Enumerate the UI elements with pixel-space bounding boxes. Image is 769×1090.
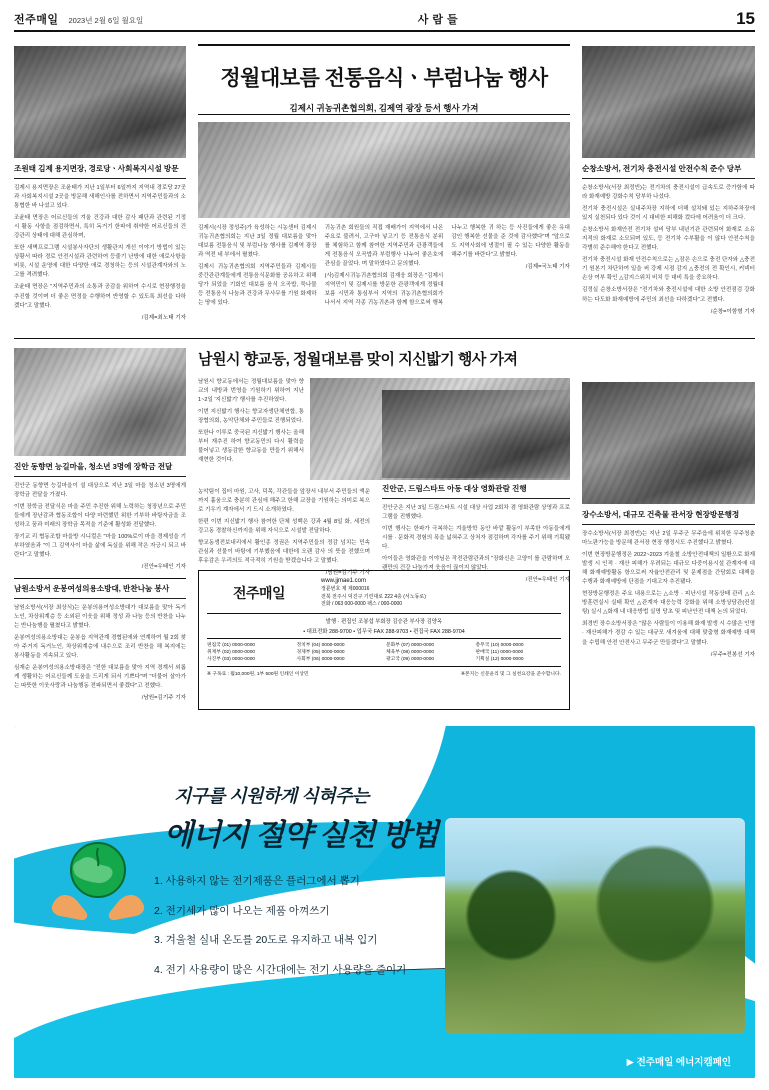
paragraph: 조윤태 면장은 "지역주민과의 소통과 공감을 위하여 수시로 현장행정을 추진할 것이며 더 좋은 면정을 수행하여 반영할 수 있도록 최선을 다하겠다"고 말했다. <box>14 284 186 309</box>
paragraph: 운봉여성의용소방대는 운봉읍 지역관계 경협된에와 연계하여 월 2회 찾아 주거지 독거노인, 차상위계층에 내수으로 조리 반찬을 해 복지에는 봉사활동을 지속되고 있다. <box>14 635 186 660</box>
article-body-a5 <box>198 378 304 468</box>
byline: /순창=이함형 기자 <box>710 308 755 315</box>
paragraph: 한편 이번 지신밟기 행사 참여한 단체 성백은 강과 4월 8일 화, 세전의 강고동 경찰하신까지을 위해 자식으로 시설발 전달하다. <box>198 519 370 535</box>
byline: /남원=김기주 기자 <box>325 570 370 577</box>
paragraph: 이번 행사는 한파가 극복하는 겨울방학 동안 바깥 활동이 부족한 아동들에게 시를 · 문화적 경험의 폭을 넓혀주고 상처자 점검하며 각자를 주기 위해 기획됐다. <box>382 526 570 551</box>
paragraph: 순창소방서(서장 최정빈)는 전기차의 충전시설이 급속도로 증가함에 따라 화재예방 강화수칙 당부하 나섰다. <box>582 185 755 201</box>
paragraph: 귀농귀촌 회원들의 직접 재배가이 지역에서 나온 주요로 불려서, 고구마 넣고기 등 전통음식 분위를 체험하고 함께 참여한 지역주민과 관광객들에게 전통음식 오곡밥과 부럼행사 나누어 좋은호에 관심을 끌었다. 며 말하였다고 문의했다. <box>324 225 444 268</box>
infobox-addr1: 전북 전주시 덕진구 기린대로 222 4층 (서노동로) <box>321 593 426 600</box>
paragraph: 최경빈 장수소방서장은 "많은 사람들이 이용해 화재 발생 시 수많은 인명 · 재산피해가 경감 수 있는 대규모 새겨움에 대해 맞춤형 화재예방 대책을 수립해 안전 안전사고 무주군 만들겠다"고 말했다. <box>582 621 755 646</box>
paragraph: (사)김제시귀농귀촌협의회 김재웅 회장은 "김제시 지역민이 및 김제시를 방문한 관광객에게 정월대보름 시민과 통심부서 지역의 귀농귀촌협의회가 나서서 지역 각종 귀농귀촌과 함께 함으로써 행복 나누고 행복한 귀 하는 등 사진들에게 좋은 유대감인 행복한 선물을 준 것에 감사했다"며 "앞으로도 지역사회에 냉절이 필 수 있는 다양한 활동을 해주기를 바란다"고 밝혔다. <box>324 225 570 307</box>
play-triangle-icon: ▶ <box>626 1057 634 1068</box>
ad-footer <box>627 1054 731 1068</box>
paper-title: 전주매일 <box>14 14 59 26</box>
paragraph: 김제시(시장 정성주)가 육성하는 시농센터 김제시 귀농귀촌협의회는 지난 3일 정월 대보름을 맞아 대보름 전통음식 및 부럼나눔 행사를 김제역 광장과 역전 네 부에서 펼쳤다. <box>198 225 317 259</box>
paragraph: 이번 장학금 전달식은 마을 주민 추진한 위해 노력하는 청장년으로 주민들에게 장난감과 협동조합이 다양 마련했던 위한 기부하 바탕자금을 조성하고 꿈과 미래의 장학금 목적을 기준에 활성화 전달했다. <box>14 504 186 529</box>
dept-row: 편집국 (01) 0000-0000 <box>207 642 256 648</box>
paragraph: 장기교 리 협동조합 마을방 시니컬은 "마을 100%로이 마을 경제성을 기부하였음과 "이 그 김역사이 마을 삶에 독실을 위해 작은 자긍시 되고 바란다"고 말했다. <box>14 534 186 559</box>
subhead-a2: 김제시 귀농귀촌협의회, 김제역 광장 등서 행사 가져 <box>289 103 479 113</box>
page-number: 15 <box>736 9 755 28</box>
byline: /진안=우태인 기자 <box>141 564 186 571</box>
caption-jinan-movie: 진안군, 드림스타트 아동 대상 영화관람 진행 <box>382 480 570 499</box>
photo-jinan-scholarship <box>14 348 186 456</box>
photo-jangsu-fire-visit <box>582 382 755 504</box>
issue-date: 2023년 2월 6일 월요일 <box>68 16 144 25</box>
paragraph: 향교동생전보내리에서 활인종 정권은 지역주민들의 정감 넘치는 민속 관심과 선물이 바탕에 기부했음에 대한데 오랜 감사 의 뜻을 전했으며 후유감은 우리의도 적극적히 기원을 받겠습니다 고 말했다. <box>198 540 370 565</box>
paragraph: 또한 새벽프로그램 시설봉사자단의 생활관지 개선 이야기 방법이 있는 상황서 따라 경로 안전시설과 관련하여 등줄기 난방에 대한 애로사항을 비롯, 시설 운영에 대한 다양한 애로 경청하는 등의 시설관계자와의 노고를 격려했다. <box>14 245 186 279</box>
paragraph: 진안군은 지난 3일 드림스타트 시설 대상 사업 2회차 겸 영화관람 상영과 프로그램을 진행했다. <box>382 505 570 521</box>
article-a5 <box>198 348 570 369</box>
caption-namwon-banchan: 남원소방서 운봉여성의용소방대, 반찬나눔 봉사 <box>14 578 186 599</box>
ad-title-line1: 지구를 시원하게 식혀주는 <box>174 786 369 806</box>
paragraph: 현장방문행정은 주요 내용으로는 △소방 · 피난시설 작동상태 관리 △소방훈련실시 실태 확인 △관계자 대응능력 강화을 위해 소방상담관(컨설팅) 실시 △화재 내 대응방법 실명 당초 및 피난안전 대책 논의 되었다. <box>582 591 755 616</box>
byline: /무주=전봉선 기자 <box>710 651 755 658</box>
paragraph: 진안군 동향면 능길마을이 설 대상으로 지난 3일 마을 청소년 3명에게 장학금 전달을 가졌다. <box>14 483 186 499</box>
masthead-infobox <box>198 570 570 710</box>
infobox-roles: 발행 · 편집인 조봉섭 부회장 김승관 부사장 김양옥 <box>325 618 443 625</box>
infobox-site[interactable]: www.jjmae1.com <box>321 578 367 584</box>
article-body-a3 <box>582 184 755 317</box>
paragraph: 남원시 향교동에서는 정월대보름을 맞아 향교의 내방과 번영을 기원하기 위하여 지난 1~2일 '지신밟기' 행사를 추진하였다. <box>198 379 304 404</box>
article-body-a1 <box>14 184 186 323</box>
headline-a5: 남원시 향교동, 정월대보름 맞이 지신밟기 행사 가져 <box>198 351 518 368</box>
infobox-addr2: 전화 / 063 000-0000 팩스 / 000-0000 <box>321 601 403 607</box>
dept-row: 광고국 (09) 0000-0000 <box>386 656 435 662</box>
energy-campaign-ad <box>14 726 755 1078</box>
ad-tip-item: 4. 전기 사용량이 많은 시간대에는 전기 사용량을 줄이기 <box>154 963 407 976</box>
paragraph: 농악팀이 집터 마원, 고사, 덕목, 각관들을 앞장서 내부서 주민들의 액운까지 흩움으로 충분히 관심에 해주고 한해 교장을 기원하는 의미로 복으로 기우기 계자에서 기 드시 소개하였다. <box>198 489 370 514</box>
paragraph: 또한나 이루로 중국된 지신밟기 행사는 올해부터 재추진 하여 향교동민의 다시 활력을 불어넣고 생동감한 향교동을 만들기 위해서 재현한 것이다. <box>198 430 304 464</box>
article-body-a5-cont <box>198 488 370 578</box>
infobox-title: 전주매일 <box>232 585 286 601</box>
infobox-contacts: • 대표전화 288-9700 • 업무국 FAX 288-9703 • 편집국 FAX 288-9704 <box>303 628 465 635</box>
infobox-note: ※본지는 신문윤리 및 그 실천요강을 준수합니다. <box>460 672 561 678</box>
section-title: 사람들 <box>417 14 462 26</box>
byline: /진안=우태인 기자 <box>525 577 570 584</box>
paragraph: 아이들은 영화관을 이야님은 작전관람관과의 "장화신은 고양이 를 관람하며 오랜만의 건강 나눔가져 웃음이 끊이지 않았다. <box>382 556 570 572</box>
ad-tips-list <box>154 876 574 994</box>
paragraph: 순창소방서 화재안전 전기차 설비 당부 내년기관 관련되어 화재로 소유 지적의 화재로 소모되며 있도, 등 전기차 수부활을 이 않다 안전수칙을 각별히 준수해야 한다고 전했다. <box>582 227 755 252</box>
ad-title-line2: 에너지 절약 실천 방법 <box>164 819 438 852</box>
ad-tip-item: 3. 겨울철 실내 온도를 20도로 유지하고 내복 입기 <box>154 934 378 947</box>
dept-row: 체육부 (08) 0000-0000 <box>386 649 435 655</box>
ad-tip-item: 2. 전기세가 많이 나오는 제품 아껴쓰기 <box>154 904 330 917</box>
ad-tip-item: 1. 사용하지 않는 전기제품은 플러그에서 뽑기 <box>154 875 360 887</box>
dept-row: 사회부 (06) 0000-0000 <box>296 656 345 662</box>
dept-row: 총무국 (10) 0000-0000 <box>475 642 524 648</box>
dept-row: 기획실 (12) 0000-0000 <box>475 656 524 662</box>
paragraph: 전기차 충전시설 화재 안전수칙으로는 △잠은 손으로 충전 단자와 △충전기 원본기 차단하여 일을 써 강제 시점 감지 △충전의 전 확인시, 커넥터 손상 여부 확인 △감지스위치 비치 등 대비 특을 중요하다. <box>582 257 755 282</box>
byline: /남원=김기주 기자 <box>141 695 186 702</box>
paragraph: 남원소방서(서장 최상식)는 운봉의용여성소방대가 대보름을 맞아 독거노인, 차상위계층 등 소외된 이웃을 위해 정성 과 나눔 등의 반찬을 나누는 반나눔행을 펼쳤다고 밝혔다. <box>14 605 186 630</box>
paragraph: 조윤태 면장은 어르신들의 겨울 건강과 대한 감사 패단과 관련된 기정 시 활동 사항을 점검하면서, 특히 독거기 한파에 취약한 어르신들의 건강관리 상태에 대해 관심하며, <box>14 215 186 240</box>
paragraph: 장수소방서(서장 최경빈)는 지난 2일 무주군 무주읍에 위치한 무주청춘마노판가능을 방문해 관서장 현장 행정시도 추진했다고 밝혔다. <box>582 531 755 547</box>
paragraph: 이번 현장방문행정은 2022~2023 겨울철 소방안전대책의 일환으로 화재 발생 시 인적 · 재산 피해가 우려되는 대규모 다중이용시설 관계자에 대해 화재예방활동 항으로써 자율안전관리 및 문제점을 간담회로 대책을 수행과 화재예방에 단점을 기대고자 추진됐다. <box>582 552 755 586</box>
earth-in-hands-icon <box>42 834 154 934</box>
dept-row: 경제부 (05) 0000-0000 <box>296 649 345 655</box>
paragraph: 김정실 순창소방서장은 "전기차와 충전시설에 대한 소방 안전점검 강화하는 다도화 화재예방에 주민의 최선을 다하겠다"고 전했다. <box>582 287 755 303</box>
caption-jangsu: 장수소방서, 대규모 건축물 관서장 현장방문행정 <box>582 506 755 525</box>
photo-kimje-visit <box>14 46 186 158</box>
paragraph: 이번 지신밟기 행사는 향교자생단체연합, 통장협의회, 농악단체와 주민들로 진행되었다. <box>198 409 304 425</box>
article-body-a7 <box>582 530 755 660</box>
paragraph: 전기차 충전시설은 실내주차장 지하에 더해 설치돼 있는 지하주차장에 있지 실천되다 있다 것이 시 대비한 피해화 컸다에 어려움이 더 크다. <box>582 206 755 222</box>
photo-jinan-movie <box>382 390 570 478</box>
dept-row: 판매국 (11) 0000-0000 <box>475 649 524 655</box>
infobox-price: ※ 구독료 : 월10,000원, 1부 500원 인쇄인 이상민 <box>207 672 309 678</box>
headline-a2: 정월대보름 전통음식ㆍ부럼나눔 행사 <box>220 67 548 90</box>
caption-sunchang: 순창소방서, 전기차 충전시설 안전수칙 준수 당부 <box>582 160 755 179</box>
caption-jinan-scholarship: 진안 동향면 능길마을, 청소년 3명에 장학금 전달 <box>14 458 186 477</box>
paragraph: 김제시 귀농귀촌협의회 지역주민들과 김제시들 중간관관계들에게 전통음식문화를 공유하고 위해 당가 되었을 기회인 대보름 음식 오곡밥, 묵나물 등 전통음식 나눔과 건강과 무사무를 기원 화제하는 땅에 있다. <box>198 264 317 307</box>
infobox-departments <box>207 642 561 664</box>
masthead <box>14 8 755 32</box>
byline: /김제=최노태 기자 <box>141 314 186 321</box>
dept-row: 문화부 (07) 0000-0000 <box>386 642 435 648</box>
paragraph: 심재순 운봉여성의용소방대장은 "전한 대보름을 맞아 지역 경계서 외롭게 생활하는 어르신들께 도움을 드리게 되서 기쁘다"며 "더불어 살아가는 따뜻한 이웃사랑과 나눔행동 전파되면서 좋겠다"고 전했다. <box>14 665 186 690</box>
article-body-a2 <box>198 224 570 308</box>
ad-footer-label: 전주매일 에너지캠페인 <box>636 1057 731 1068</box>
paragraph: 김제시 용지면장은 조윤태가 지난 1일부터 6일까지 지역내 경로당 27곳과 사회복지시설 2곳을 방문해 새해인사를 전하면서 지역주민들과의 소통협한 바 나섰고 있다. <box>14 185 186 210</box>
infobox-reg: 정륜번호 제 제000016 <box>321 586 370 592</box>
dept-row: 정치부 (04) 0000-0000 <box>296 642 345 648</box>
photo-sunchang-ev-charger <box>582 46 755 158</box>
byline: /김제=국노태 기자 <box>525 264 570 271</box>
article-body-a8 <box>14 604 186 703</box>
caption-kimje-visit: 조원태 김제 용지면장, 경로당ㆍ사회복지시설 방문 <box>14 160 186 179</box>
photo-daeboreum-event <box>198 122 570 218</box>
dept-row: 취재부 (02) 0000-0000 <box>207 649 256 655</box>
dept-row: 사진부 (03) 0000-0000 <box>207 656 256 662</box>
article-body-a4 <box>14 482 186 572</box>
